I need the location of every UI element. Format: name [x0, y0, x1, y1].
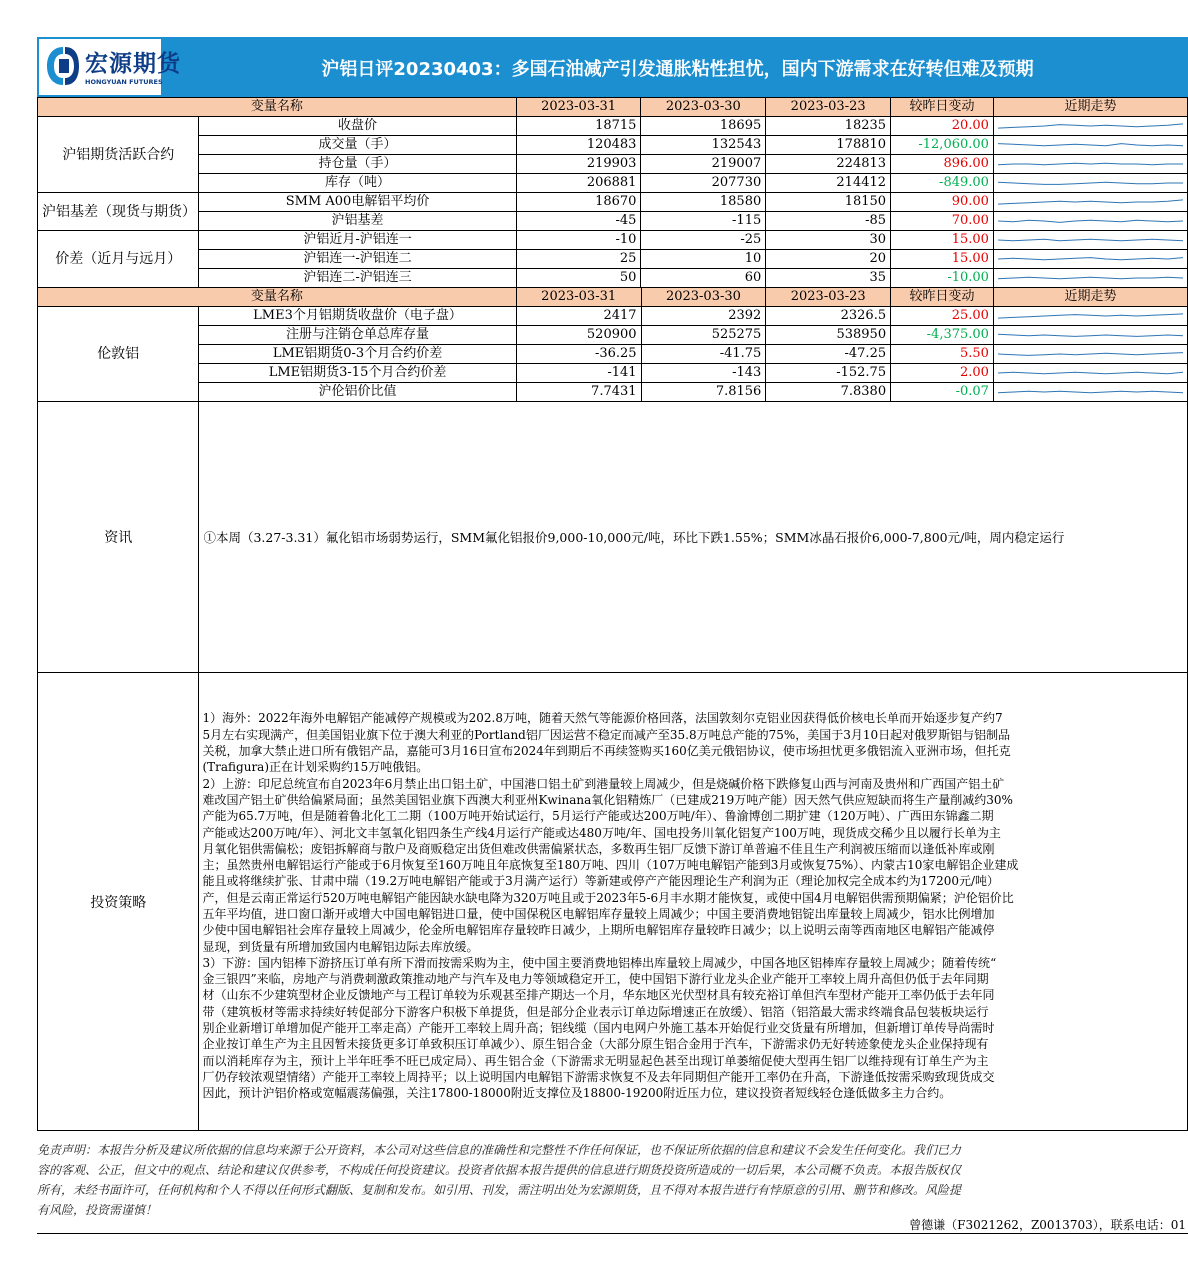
- variable-name: LME铝期货0-3个月合约价差: [199, 345, 516, 364]
- daily-change: 15.00: [891, 250, 994, 269]
- value-date-1: 120483: [516, 136, 641, 155]
- trend-line: [998, 163, 1183, 164]
- value-date-3: -47.25: [766, 345, 891, 364]
- strategy-line: 能且或将继续扩张、甘肃中瑞（19.2万吨电解铝产能或于3月满产运行）等新建或停产产能因理论生产利润为正（理论加权完全成本约为17200元/吨）: [202, 874, 1000, 889]
- trend-cell: [993, 136, 1187, 155]
- value-date-3: -152.75: [766, 364, 891, 383]
- trend-line: [998, 314, 1183, 318]
- trend-line: [998, 182, 1183, 184]
- table-row: [38, 269, 1188, 288]
- strategy-line: 材（山东不少建筑型材企业反馈地产与工程订单较为乐观甚至排产期达一个月，华东地区光伏型材具有较充裕订单但汽车型材产能开工率仍低于去年同: [202, 988, 995, 1003]
- value-date-1: 7.7431: [516, 383, 641, 402]
- strategy-line: 金三银四”来临，房地产与消费刺激政策推动地产与汽车及电力等领域稳定开工，使中国铝下游行业龙头企业产能开工率较上周升高但仍低于去年同期: [202, 972, 989, 987]
- report-banner: [37, 37, 1188, 97]
- table-row: [38, 383, 1188, 402]
- daily-change: 90.00: [891, 193, 994, 212]
- strategy-line: 产能为65.7万吨，但是随着鲁北化工二期（100万吨开始试运行，5月运行产能或达200万吨/年）、鲁渝博创二期扩建（120万吨）、广西田东锦鑫二期: [202, 809, 994, 824]
- footer-divider: [37, 1233, 1188, 1234]
- disclaimer-line: 免责声明：本报告分析及建议所依据的信息均来源于公开资料，本公司对这些信息的准确性和完整性不作任何保证，也不保证所依据的信息和建议不会发生任何变化。我们已力: [37, 1143, 962, 1157]
- trend-sparkline: [994, 307, 1187, 325]
- value-date-1: 25: [516, 250, 641, 269]
- trend-sparkline: [994, 231, 1187, 249]
- table-row: [38, 193, 1188, 212]
- trend-cell: [993, 117, 1187, 136]
- trend-cell: [993, 269, 1187, 288]
- group-label: 沪铝期货活跃合约: [38, 117, 199, 193]
- trend-sparkline: [994, 383, 1187, 401]
- daily-change: 25.00: [891, 307, 994, 326]
- table-row: [38, 231, 1188, 250]
- trend-cell: [993, 174, 1187, 193]
- variable-name: LME3个月铝期货收盘价（电子盘）: [199, 307, 516, 326]
- trend-line: [998, 353, 1183, 356]
- table-row: [38, 117, 1188, 136]
- trend-sparkline: [994, 117, 1187, 135]
- table-row: [38, 136, 1188, 155]
- value-date-3: 18150: [766, 193, 891, 212]
- trend-line: [998, 334, 1183, 336]
- disclaimer-line: 有风险，投资需谨慎！: [37, 1203, 158, 1217]
- commentary-table: [37, 401, 1188, 1131]
- value-date-2: -115: [641, 212, 766, 231]
- strategy-line: 别企业新增订单增加促产能开工率走高）产能开工率较上周升高；铝线缆（国内电网户外施工基本开始促行业交货量有所增加，但新增订单传导尚需时: [202, 1021, 995, 1036]
- trend-line: [998, 277, 1183, 278]
- value-date-1: -45: [516, 212, 641, 231]
- header-date-2: 2023-03-30: [641, 288, 766, 307]
- header-change: 较昨日变动: [891, 98, 994, 117]
- trend-cell: [993, 212, 1187, 231]
- trend-sparkline: [994, 326, 1187, 344]
- value-date-3: 30: [766, 231, 891, 250]
- header-date-3: 2023-03-23: [766, 98, 891, 117]
- value-date-2: 10: [641, 250, 766, 269]
- trend-cell: [993, 155, 1187, 174]
- daily-change: -10.00: [891, 269, 994, 288]
- strategy-label: 投资策略: [38, 673, 199, 1131]
- trend-line: [998, 372, 1183, 373]
- value-date-2: 60: [641, 269, 766, 288]
- strategy-line: 3）下游：国内铝棒下游挤压订单有所下滑而按需采购为主，使中国主要消费地铝棒出库量较上周减少，中国各地区铝棒库存量较上周减少；随着传统“: [202, 955, 997, 970]
- hongyuan-logo-icon: [45, 45, 81, 87]
- group-label: 沪铝基差（现货与期货）: [38, 193, 199, 231]
- value-date-3: 20: [766, 250, 891, 269]
- brand-name-en: HONGYUAN FUTURES: [85, 78, 163, 86]
- value-date-3: 7.8380: [766, 383, 891, 402]
- strategy-line: 5月左右实现满产，但美国铝业旗下位于澳大利亚的Portland铝厂因运营不稳定而减产至35.8万吨总产能的75%，美国于3月10日起对俄罗斯铝与铝制品: [202, 727, 1011, 742]
- trend-sparkline: [994, 193, 1187, 211]
- author-contact: 曾德谦（F3021262，Z0013703），联系电话：01: [909, 1218, 1186, 1232]
- table-row: [38, 364, 1188, 383]
- trend-sparkline: [994, 364, 1187, 382]
- trend-line: [998, 124, 1183, 128]
- header-date-2: 2023-03-30: [641, 98, 766, 117]
- company-logo: [39, 39, 181, 95]
- daily-change: 70.00: [891, 212, 994, 231]
- group-label: 价差（近月与远月）: [38, 231, 199, 288]
- domestic-data-table: [37, 97, 1188, 288]
- strategy-line: 主；虽然贵州电解铝运行产能或于6月恢复至160万吨且年底恢复至180万吨、四川（107万吨电解铝产能到3月或恢复75%）、内蒙古10家电解铝企业建成: [202, 858, 1019, 873]
- daily-change: 15.00: [891, 231, 994, 250]
- value-date-2: 207730: [641, 174, 766, 193]
- variable-name: 库存（吨）: [199, 174, 516, 193]
- trend-line: [998, 258, 1183, 260]
- strategy-line: 产能或达200万吨/年）、河北文丰氢氧化铝四条生产线4月运行产能或达480万吨/年、国电投务川氧化铝复产100万吨，现货成交稀少且以履行长单为主: [202, 825, 1001, 840]
- value-date-2: 525275: [641, 326, 766, 345]
- value-date-3: 178810: [766, 136, 891, 155]
- header-date-1: 2023-03-31: [516, 288, 641, 307]
- news-text: ①本周（3.27-3.31）氟化铝市场弱势运行，SMM氟化铝报价9,000-10,000元/吨，环比下跌1.55%；SMM冰晶石报价6,000-7,800元/吨，周内稳定运行: [203, 530, 1065, 545]
- value-date-2: -143: [641, 364, 766, 383]
- table-row: [38, 326, 1188, 345]
- news-label: 资讯: [38, 402, 199, 673]
- trend-sparkline: [994, 174, 1187, 192]
- strategy-line: 产，但是云南正常运行520万吨电解铝产能因缺水缺电降为320万吨且或于2023年5-6月丰水期才能恢复，或使中国4月电解铝供需预期偏紧；沪伦铝价比: [202, 890, 1014, 905]
- strategy-line: 厂仍存较浓观望情绪）产能开工率较上周持平；以上说明国内电解铝下游需求恢复不及去年同期但产能开工率仍在升高，下游逢低按需采购致现货成交: [202, 1069, 995, 1084]
- strategy-line: 显现，到货量有所增加致国内电解铝边际去库放缓。: [202, 939, 479, 954]
- group-label: 伦敦铝: [38, 307, 199, 402]
- variable-name: 持仓量（手）: [199, 155, 516, 174]
- value-date-1: 520900: [516, 326, 641, 345]
- value-date-3: 18235: [766, 117, 891, 136]
- variable-name: 沪铝基差: [199, 212, 516, 231]
- trend-line: [998, 220, 1183, 222]
- table-row: [38, 250, 1188, 269]
- disclaimer-line: 容的客观、公正，但文中的观点、结论和建议仅供参考，不构成任何投资建议。投资者依据本报告提供的信息进行期货投资所造成的一切后果，本公司概不负责。本报告版权仅: [37, 1163, 962, 1177]
- value-date-2: 18695: [641, 117, 766, 136]
- value-date-2: 7.8156: [641, 383, 766, 402]
- strategy-line: 难改国产铝土矿供给偏紧局面；虽然美国铝业旗下西澳大利亚州Kwinana氧化铝精炼厂（已建成219万吨产能）因天然气供应短缺而将生产量削减约30%: [202, 792, 1013, 807]
- variable-name: 沪铝连一-沪铝连二: [199, 250, 516, 269]
- value-date-1: -36.25: [516, 345, 641, 364]
- trend-line: [998, 391, 1183, 392]
- strategy-line: 2）上游：印尼总统宣布自2023年6月禁止出口铝土矿，中国港口铝土矿到港量较上周减少，但是烧碱价格下跌修复山西与河南及贵州和广西国产铝土矿: [202, 776, 1005, 791]
- header-date-3: 2023-03-23: [766, 288, 891, 307]
- trend-line: [998, 144, 1183, 146]
- header-date-1: 2023-03-31: [516, 98, 641, 117]
- variable-name: 成交量（手）: [199, 136, 516, 155]
- trend-cell: [993, 307, 1187, 326]
- value-date-3: 35: [766, 269, 891, 288]
- daily-change: 896.00: [891, 155, 994, 174]
- daily-change: -12,060.00: [891, 136, 994, 155]
- trend-line: [998, 239, 1183, 240]
- value-date-1: -10: [516, 231, 641, 250]
- disclaimer-line: 所有，未经书面许可，任何机构和个人不得以任何形式翻版、复制和发布。如引用、刊发，需注明出处为宏源期货，且不得对本报告进行有悖原意的引用、删节和修改。风险提: [37, 1183, 962, 1197]
- trend-cell: [993, 364, 1187, 383]
- daily-change: 5.50: [891, 345, 994, 364]
- strategy-line: 因此，预计沪铝价格或宽幅震荡偏强，关注17800-18000附近支撑位及18800-19200附近压力位，建议投资者短线轻仓逢低做多主力合约。: [202, 1086, 952, 1101]
- trend-sparkline: [994, 136, 1187, 154]
- daily-change: 20.00: [891, 117, 994, 136]
- variable-name: 沪铝连二-沪铝连三: [199, 269, 516, 288]
- value-date-2: 18580: [641, 193, 766, 212]
- strategy-line: (Trafigura)正在计划采购约15万吨俄铝。: [202, 760, 429, 775]
- daily-change: -0.07: [891, 383, 994, 402]
- trend-cell: [993, 383, 1187, 402]
- value-date-1: 219903: [516, 155, 641, 174]
- header-variable-name: 变量名称: [38, 98, 517, 117]
- table-row: [38, 174, 1188, 193]
- trend-cell: [993, 345, 1187, 364]
- value-date-1: 18670: [516, 193, 641, 212]
- strategy-line: 关税，加拿大禁止进口所有俄铝产品，嘉能可3月16日宣布2024年到期后不再续签购买160亿美元俄铝协议，使市场担忧更多俄铝流入亚洲市场，但托克: [202, 744, 1011, 759]
- value-date-1: 206881: [516, 174, 641, 193]
- variable-name: 注册与注销仓单总库存量: [199, 326, 516, 345]
- daily-change: 2.00: [891, 364, 994, 383]
- trend-cell: [993, 193, 1187, 212]
- value-date-3: 224813: [766, 155, 891, 174]
- strategy-line: 月氧化铝供需偏松；废铝拆解商与散户及商贩稳定出货但难改供需偏紧状态，多数再生铝厂反馈下游订单普遍不佳且生产利润被压缩而以逢低补库或刚: [202, 841, 995, 856]
- strategy-line: 带（建筑板材等需求持续好转促部分下游客户积极下单提货，但是部分企业表示订单边际增速正在放缓）、铝箔（铝箔最大需求终端食品包装板块运行: [202, 1004, 989, 1019]
- daily-change: -849.00: [891, 174, 994, 193]
- value-date-1: 2417: [516, 307, 641, 326]
- variable-name: 收盘价: [199, 117, 516, 136]
- strategy-line: 企业按订单生产为主且因暂未接货更多订单致积压订单减少）、原生铝合金（大部分原生铝合金用于汽车，下游需求仍无好转迹象使龙头企业保持现有: [202, 1037, 989, 1052]
- header-variable-name: 变量名称: [38, 288, 517, 307]
- london-header-row: [38, 288, 1188, 307]
- header-trend: 近期走势: [993, 98, 1187, 117]
- table-row: [38, 345, 1188, 364]
- value-date-3: 538950: [766, 326, 891, 345]
- variable-name: 沪伦铝价比值: [199, 383, 516, 402]
- daily-change: -4,375.00: [891, 326, 994, 345]
- strategy-line: 少使中国电解铝社会库存量较上周减少，伦金所电解铝库存量较昨日减少，上期所电解铝库存量较昨日减少；以上说明云南等西南地区电解铝产能减停: [202, 923, 995, 938]
- variable-name: SMM A00电解铝平均价: [199, 193, 516, 212]
- domestic-header-row: [38, 98, 1188, 117]
- strategy-text: [199, 673, 1188, 1131]
- value-date-2: 219007: [641, 155, 766, 174]
- variable-name: LME铝期货3-15个月合约价差: [199, 364, 516, 383]
- trend-sparkline: [994, 212, 1187, 230]
- trend-line: [998, 200, 1183, 204]
- news-cell: [199, 402, 1188, 673]
- value-date-3: -85: [766, 212, 891, 231]
- trend-sparkline: [994, 269, 1187, 287]
- report-title: 沪铝日评20230403：多国石油减产引发通胀粘性担忧，国内下游需求在好转但难及预期: [321, 59, 1034, 80]
- strategy-line: 五年平均值，进口窗口渐开或增大中国电解铝进口量，使中国保税区电解铝库存量较上周减少；中国主要消费地铝锭出库量较上周减少，铝水比例增加: [202, 907, 995, 921]
- disclaimer: [37, 1140, 1188, 1220]
- value-date-1: 18715: [516, 117, 641, 136]
- value-date-2: 2392: [641, 307, 766, 326]
- strategy-line: 而以消耗库存为主，预计上半年旺季不旺已成定局）、再生铝合金（下游需求无明显起色甚至出现订单萎缩促使大型再生铝厂以维持现有订单生产为主: [202, 1053, 989, 1068]
- value-date-3: 2326.5: [766, 307, 891, 326]
- header-change: 较昨日变动: [891, 288, 994, 307]
- variable-name: 沪铝近月-沪铝连一: [199, 231, 516, 250]
- header-trend: 近期走势: [993, 288, 1187, 307]
- trend-sparkline: [994, 155, 1187, 173]
- trend-sparkline: [994, 345, 1187, 363]
- trend-cell: [993, 326, 1187, 345]
- value-date-3: 214412: [766, 174, 891, 193]
- trend-cell: [993, 231, 1187, 250]
- london-data-table: [37, 287, 1188, 402]
- trend-sparkline: [994, 250, 1187, 268]
- brand-name: 宏源期货: [85, 51, 181, 77]
- trend-cell: [993, 250, 1187, 269]
- value-date-1: 50: [516, 269, 641, 288]
- strategy-line: 1）海外：2022年海外电解铝产能减停产规模或为202.8万吨，随着天然气等能源价格回落，法国敦刻尔克铝业因获得低价核电长单而开始逐步复产约7: [202, 711, 1003, 726]
- value-date-2: 132543: [641, 136, 766, 155]
- table-row: [38, 155, 1188, 174]
- value-date-1: -141: [516, 364, 641, 383]
- table-row: [38, 212, 1188, 231]
- value-date-2: -41.75: [641, 345, 766, 364]
- value-date-2: -25: [641, 231, 766, 250]
- table-row: [38, 307, 1188, 326]
